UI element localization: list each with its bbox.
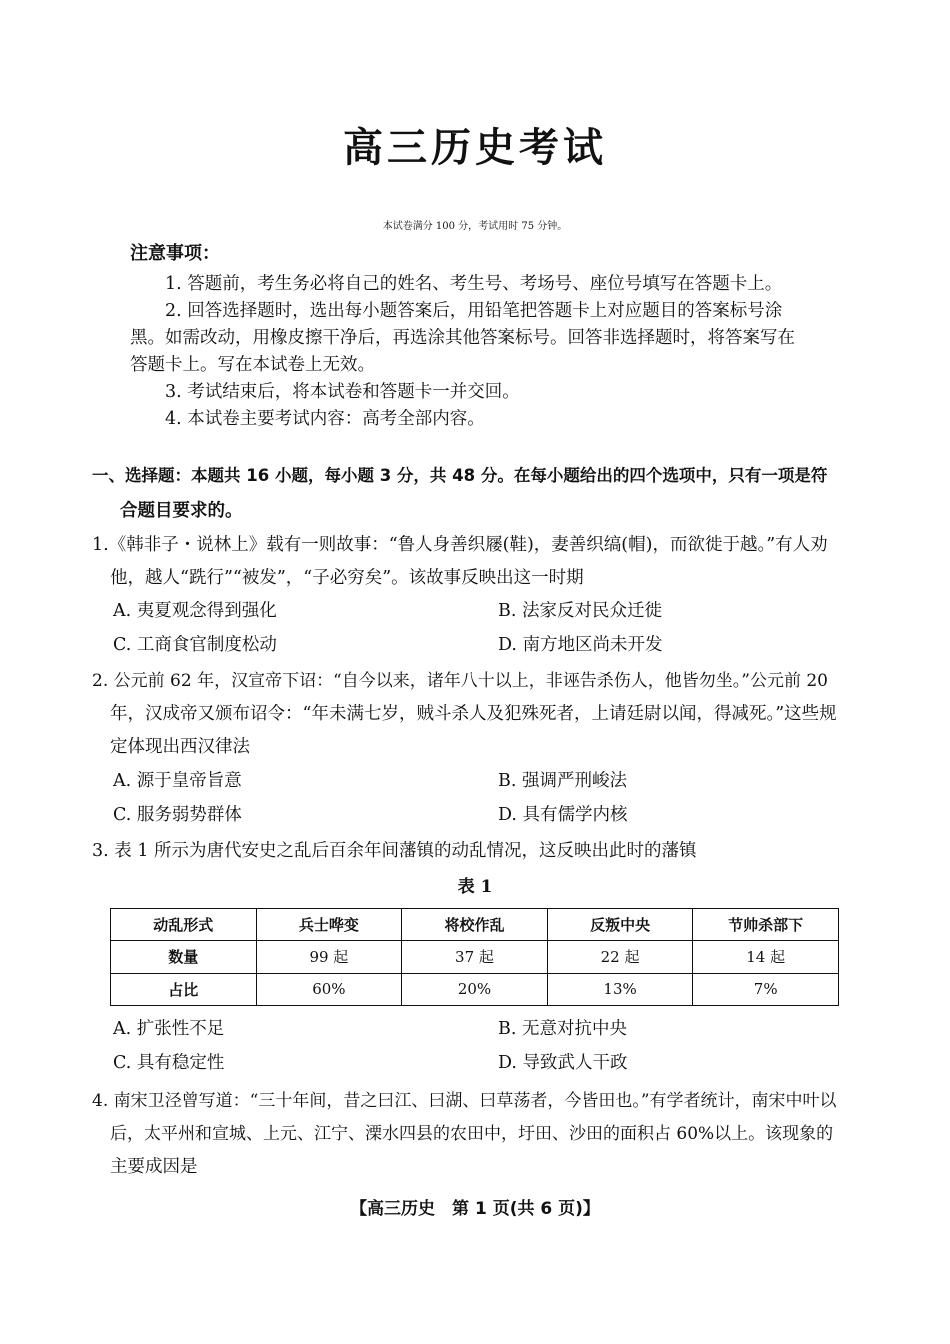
table-cell: 13%	[547, 973, 693, 1005]
page-title: 高三历史考试	[343, 125, 607, 171]
question-4-stem: 后，太平州和宣城、上元、江宁、溧水四县的农田中，圩田、沙田的面积占 60%以上。该现象的	[110, 1124, 834, 1144]
table-row	[111, 973, 839, 1005]
table-cell: 37 起	[402, 941, 548, 973]
table-cell: 22 起	[547, 941, 693, 973]
unrest-table	[110, 908, 839, 1006]
question-1-option-c: C. 工商食官制度松动	[113, 635, 277, 655]
table-header-cell: 节帅杀部下	[693, 909, 839, 941]
table-cell: 20%	[402, 973, 548, 1005]
question-2-option-a: A. 源于皇帝旨意	[113, 771, 242, 791]
notice-line: 黑。如需改动，用橡皮擦干净后，再选涂其他答案标号。回答非选择题时，将答案写在	[130, 328, 795, 348]
section-heading: 一、选择题：本题共 16 小题，每小题 3 分，共 48 分。在每小题给出的四个选项中，只有一项是符	[92, 466, 828, 485]
notice-line: 3. 考试结束后，将本试卷和答题卡一并交回。	[165, 382, 520, 402]
table-header-cell: 反叛中央	[547, 909, 693, 941]
question-3-option-d: D. 导致武人干政	[498, 1053, 628, 1073]
question-1-option-d: D. 南方地区尚未开发	[498, 635, 663, 655]
table-caption: 表 1	[457, 877, 493, 897]
question-4-stem: 主要成因是	[110, 1157, 198, 1177]
table-row	[111, 941, 839, 973]
question-1-option-b: B. 法家反对民众迁徙	[498, 601, 662, 621]
notice-line: 4. 本试卷主要考试内容：高考全部内容。	[165, 409, 485, 429]
notice-line: 答题卡上。写在本试卷上无效。	[130, 355, 375, 375]
question-1-stem: 1.《韩非子・说林上》载有一则故事：“鲁人身善织屦(鞋)，妻善织缟(帽)，而欲徙于越。”有人劝	[92, 535, 828, 555]
question-2-option-c: C. 服务弱势群体	[113, 805, 242, 825]
exam-intro: 本试卷满分 100 分，考试用时 75 分钟。	[382, 221, 568, 232]
question-2-stem: 年，汉成帝又颁布诏令：“年未满七岁，贼斗杀人及犯殊死者，上请廷尉以闻，得减死。”这些规	[110, 704, 837, 724]
table-cell: 99 起	[256, 941, 402, 973]
question-3-stem: 3. 表 1 所示为唐代安史之乱后百余年间藩镇的动乱情况，这反映出此时的藩镇	[92, 841, 697, 861]
question-1-option-a: A. 夷夏观念得到强化	[113, 601, 277, 621]
question-2-option-d: D. 具有儒学内核	[498, 805, 628, 825]
table-header-cell: 动乱形式	[111, 909, 257, 941]
table-header-cell: 兵士哗变	[256, 909, 402, 941]
table-cell: 7%	[693, 973, 839, 1005]
question-2-stem: 2. 公元前 62 年，汉宣帝下诏：“自今以来，诸年八十以上，非诬告杀伤人，他皆勿坐。”公元前 20	[92, 671, 828, 691]
question-3-option-a: A. 扩张性不足	[113, 1019, 225, 1039]
table-row-label: 数量	[111, 941, 257, 973]
table-row-label: 占比	[111, 973, 257, 1005]
question-2-option-b: B. 强调严刑峻法	[498, 771, 627, 791]
table-header-cell: 将校作乱	[402, 909, 548, 941]
question-3-option-b: B. 无意对抗中央	[498, 1019, 627, 1039]
question-4-stem: 4. 南宋卫泾曾写道：“三十年间，昔之曰江、曰湖、曰草荡者，今皆田也。”有学者统计，南宋中叶以	[92, 1091, 837, 1111]
table-header-row	[111, 909, 839, 941]
section-heading-cont: 合题目要求的。	[120, 501, 243, 521]
table-cell: 60%	[256, 973, 402, 1005]
question-1-stem: 他，越人“跣行”“被发”，“子必穷矣”。该故事反映出这一时期	[110, 568, 584, 588]
table-cell: 14 起	[693, 941, 839, 973]
notice-heading: 注意事项：	[130, 243, 220, 264]
page-footer: 【高三历史 第 1 页(共 6 页)】	[350, 1199, 600, 1219]
notice-line: 1. 答题前，考生务必将自己的姓名、考生号、考场号、座位号填写在答题卡上。	[165, 274, 783, 294]
question-2-stem: 定体现出西汉律法	[110, 737, 250, 757]
notice-line: 2. 回答选择题时，选出每小题答案后，用铅笔把答题卡上对应题目的答案标号涂	[165, 301, 783, 321]
question-3-option-c: C. 具有稳定性	[113, 1053, 225, 1073]
